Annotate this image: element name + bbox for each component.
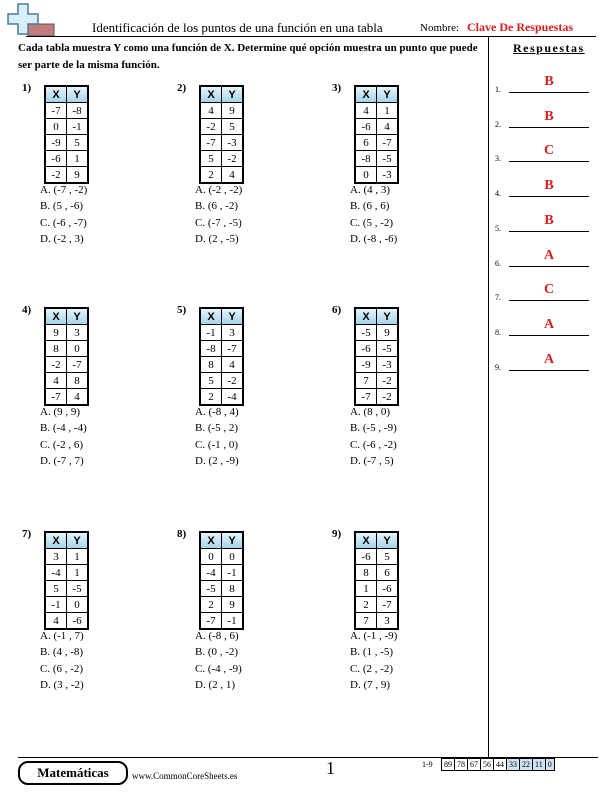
y-cell: -3 — [222, 135, 244, 151]
y-cell: 0 — [67, 597, 89, 613]
problem — [332, 528, 472, 703]
table-row — [355, 135, 398, 151]
answer-option: D. (-7 , 5) — [350, 454, 394, 467]
options-list — [350, 404, 397, 469]
x-cell: 6 — [355, 135, 377, 151]
answer-option: A. (-7 , -2) — [40, 184, 88, 196]
y-cell: 1 — [67, 549, 89, 565]
answer-number: 6. — [495, 258, 501, 268]
x-cell: -6 — [355, 119, 377, 135]
table-row — [200, 119, 243, 135]
answer-number: 8. — [495, 327, 501, 337]
y-cell: 8 — [222, 581, 244, 597]
answer-key-label: Clave De Respuestas — [467, 20, 573, 34]
answer-line — [509, 196, 589, 197]
problem — [177, 82, 317, 257]
table-row — [45, 389, 88, 406]
answer-value: C — [543, 282, 555, 298]
x-cell: 1 — [355, 581, 377, 597]
y-cell: 3 — [377, 613, 399, 630]
answers-title: Respuestas — [513, 41, 585, 55]
answer-option: B. (6 , -2) — [195, 200, 239, 213]
y-cell: -2 — [377, 373, 399, 389]
y-cell: 0 — [222, 549, 244, 565]
table-row — [45, 341, 88, 357]
x-cell: 4 — [200, 103, 222, 119]
answer-option: C. (-4 , -9) — [195, 662, 242, 675]
answer-item — [495, 316, 595, 341]
answer-option: B. (-4 , -4) — [40, 422, 87, 435]
y-cell: -7 — [377, 597, 399, 613]
options-list — [350, 182, 397, 247]
answer-option: D. (-8 , -6) — [350, 232, 398, 245]
x-cell: 2 — [200, 389, 222, 406]
y-cell: -7 — [377, 135, 399, 151]
y-cell: -2 — [222, 151, 244, 167]
y-cell: 8 — [67, 373, 89, 389]
answer-line — [509, 335, 589, 336]
x-cell: 8 — [45, 341, 67, 357]
table-row — [200, 565, 243, 581]
answer-item — [495, 108, 595, 133]
function-table — [199, 85, 244, 184]
y-cell: -3 — [377, 167, 399, 184]
answer-option: C. (-7 , -5) — [195, 216, 242, 229]
answer-option: B. (4 , -8) — [40, 646, 84, 659]
problem — [22, 528, 162, 703]
x-header: X — [355, 86, 377, 103]
x-cell: -2 — [45, 167, 67, 184]
problem — [177, 528, 317, 703]
table-row — [355, 597, 398, 613]
options-list — [40, 182, 87, 247]
problem-number: 3) — [332, 82, 342, 94]
x-cell: 3 — [45, 549, 67, 565]
y-cell: 1 — [67, 151, 89, 167]
y-cell: -1 — [67, 119, 89, 135]
problem-number: 6) — [332, 304, 342, 316]
answer-number: 3. — [495, 154, 501, 164]
y-cell: 4 — [222, 167, 244, 184]
x-cell: 4 — [45, 373, 67, 389]
y-cell: 1 — [377, 103, 399, 119]
y-cell: 5 — [377, 549, 399, 565]
answer-line — [509, 161, 589, 162]
y-header: Y — [222, 86, 244, 103]
score-cell: 78 — [455, 759, 468, 771]
table-row — [355, 103, 398, 119]
score-table — [441, 758, 555, 771]
table-header — [45, 532, 88, 549]
y-cell: 4 — [377, 119, 399, 135]
answer-number: 2. — [495, 119, 501, 129]
table-row — [355, 549, 398, 565]
table-header — [45, 308, 88, 325]
score-cell: 0 — [545, 759, 554, 771]
x-cell: -9 — [355, 357, 377, 373]
problem-number: 5) — [177, 304, 187, 316]
y-header: Y — [377, 308, 399, 325]
y-header: Y — [67, 532, 89, 549]
table-row — [45, 119, 88, 135]
answer-value: A — [543, 316, 555, 332]
subject-badge: Matemáticas — [18, 761, 128, 785]
problem-number: 4) — [22, 304, 32, 316]
x-cell: -2 — [45, 357, 67, 373]
y-header: Y — [377, 86, 399, 103]
table-row — [45, 151, 88, 167]
y-cell: -7 — [67, 357, 89, 373]
table-row — [45, 103, 88, 119]
x-cell: -8 — [355, 151, 377, 167]
answer-option: A. (-8 , 6) — [195, 630, 239, 642]
y-cell: 4 — [222, 357, 244, 373]
x-cell: -7 — [45, 389, 67, 406]
score-cell: 89 — [442, 759, 455, 771]
table-row — [200, 151, 243, 167]
answer-item — [495, 143, 595, 167]
answer-line — [509, 231, 589, 232]
function-table — [44, 85, 89, 184]
table-header — [355, 86, 398, 103]
options-list — [40, 628, 84, 693]
y-header: Y — [222, 532, 244, 549]
y-cell: -7 — [222, 341, 244, 357]
answer-item — [495, 74, 595, 98]
answer-value: A — [543, 247, 555, 263]
y-cell: -2 — [377, 389, 399, 406]
options-list — [40, 404, 87, 469]
problem — [22, 304, 162, 479]
x-cell: 0 — [200, 549, 222, 565]
table-row — [355, 373, 398, 389]
function-table — [199, 531, 244, 630]
x-cell: -6 — [45, 151, 67, 167]
x-cell: -7 — [200, 135, 222, 151]
x-cell: -7 — [355, 389, 377, 406]
problem — [332, 82, 472, 257]
table-row — [355, 581, 398, 597]
answer-option: A. (9 , 9) — [40, 406, 81, 418]
y-cell: -6 — [377, 581, 399, 597]
answer-number: 9. — [495, 362, 501, 372]
x-cell: -7 — [200, 613, 222, 630]
score-cell: 44 — [494, 759, 507, 771]
problem — [332, 304, 472, 479]
header-divider — [26, 36, 596, 37]
plus-logo-icon — [6, 2, 56, 38]
answer-option: D. (7 , 9) — [350, 678, 391, 691]
answer-line — [509, 300, 589, 301]
y-header: Y — [377, 532, 399, 549]
y-cell: -5 — [377, 341, 399, 357]
y-cell: 1 — [67, 565, 89, 581]
x-cell: -1 — [200, 325, 222, 341]
table-row — [45, 597, 88, 613]
problem-number: 1) — [22, 82, 32, 94]
y-cell: 6 — [377, 565, 399, 581]
score-cell: 22 — [520, 759, 533, 771]
x-cell: 0 — [355, 167, 377, 184]
function-table — [199, 307, 244, 406]
y-cell: 3 — [222, 325, 244, 341]
site-url: www.CommonCoreSheets.es — [132, 771, 238, 781]
instructions: Cada tabla muestra Y como una función de X. Determine qué opción muestra un punto que puede ser parte de la misma función. — [18, 42, 478, 71]
answer-option: D. (3 , -2) — [40, 678, 84, 691]
answer-option: C. (5 , -2) — [350, 216, 394, 229]
x-cell: -8 — [200, 341, 222, 357]
table-header — [355, 308, 398, 325]
x-header: X — [200, 532, 222, 549]
x-header: X — [200, 308, 222, 325]
x-cell: -4 — [200, 565, 222, 581]
answer-option: D. (2 , -5) — [195, 232, 239, 245]
answer-item — [495, 178, 595, 202]
y-header: Y — [67, 86, 89, 103]
x-cell: -5 — [355, 325, 377, 341]
answer-option: D. (-2 , 3) — [40, 232, 84, 245]
x-header: X — [45, 86, 67, 103]
y-cell: -3 — [377, 357, 399, 373]
y-cell: -5 — [377, 151, 399, 167]
table-header — [45, 86, 88, 103]
answer-value: C — [543, 143, 555, 159]
x-cell: 9 — [45, 325, 67, 341]
x-header: X — [355, 308, 377, 325]
score-cell: 33 — [507, 759, 520, 771]
table-row — [200, 357, 243, 373]
answer-value: B — [544, 108, 554, 124]
x-cell: -5 — [200, 581, 222, 597]
x-cell: 5 — [200, 151, 222, 167]
y-cell: 9 — [67, 167, 89, 184]
y-cell: 5 — [67, 135, 89, 151]
answer-value: A — [543, 351, 555, 367]
worksheet-title: Identificación de los puntos de una función en una tabla — [92, 20, 383, 35]
x-cell: -6 — [355, 341, 377, 357]
y-cell: -5 — [67, 581, 89, 597]
y-cell: 9 — [222, 597, 244, 613]
x-cell: 0 — [45, 119, 67, 135]
table-row — [355, 325, 398, 341]
y-cell: -4 — [222, 389, 244, 406]
x-header: X — [45, 308, 67, 325]
answer-value: B — [544, 212, 554, 228]
table-row — [355, 167, 398, 184]
answer-item — [495, 282, 595, 306]
table-row — [200, 103, 243, 119]
answer-value: B — [544, 178, 554, 194]
table-row — [355, 613, 398, 630]
y-cell: -2 — [222, 373, 244, 389]
function-table — [44, 531, 89, 630]
y-cell: -6 — [67, 613, 89, 630]
answer-option: B. (0 , -2) — [195, 646, 239, 659]
x-cell: 4 — [355, 103, 377, 119]
x-cell: 2 — [355, 597, 377, 613]
table-row — [45, 325, 88, 341]
table-row — [200, 581, 243, 597]
table-row — [200, 341, 243, 357]
x-cell: -2 — [200, 119, 222, 135]
answer-option: D. (2 , 1) — [195, 678, 236, 691]
table-header — [200, 86, 243, 103]
y-cell: -1 — [222, 613, 244, 630]
table-row — [45, 613, 88, 630]
table-row — [45, 357, 88, 373]
answer-number: 5. — [495, 223, 501, 233]
answer-option: C. (-1 , 0) — [195, 438, 239, 451]
problem-number: 7) — [22, 528, 32, 540]
y-cell: -8 — [67, 103, 89, 119]
table-row — [200, 613, 243, 630]
answer-option: B. (-5 , 2) — [195, 422, 239, 435]
table-row — [45, 565, 88, 581]
answer-number: 7. — [495, 293, 501, 303]
answer-option: C. (-2 , 6) — [40, 438, 84, 451]
table-row — [45, 373, 88, 389]
table-row — [200, 135, 243, 151]
name-label: Nombre: — [420, 22, 460, 34]
problem — [22, 82, 162, 257]
function-table — [44, 307, 89, 406]
options-list — [195, 628, 242, 693]
answers-divider — [488, 36, 489, 758]
answer-item — [495, 351, 595, 376]
answer-number: 4. — [495, 189, 501, 199]
answer-option: C. (6 , -2) — [40, 662, 84, 675]
table-row — [45, 581, 88, 597]
table-row — [200, 549, 243, 565]
x-header: X — [45, 532, 67, 549]
table-row — [200, 389, 243, 406]
answer-line — [509, 370, 589, 371]
table-header — [200, 308, 243, 325]
table-row — [200, 167, 243, 184]
answer-line — [509, 127, 589, 128]
options-list — [350, 628, 397, 693]
answer-option: D. (2 , -9) — [195, 454, 239, 467]
table-row — [45, 135, 88, 151]
table-row — [355, 151, 398, 167]
score-cell: 67 — [468, 759, 481, 771]
answer-option: A. (-1 , 7) — [40, 630, 84, 642]
y-header: Y — [67, 308, 89, 325]
x-cell: -4 — [45, 565, 67, 581]
answer-option: B. (1 , -5) — [350, 646, 394, 659]
x-cell: 7 — [355, 373, 377, 389]
x-cell: 5 — [200, 373, 222, 389]
page-number: 1 — [326, 758, 335, 778]
function-table — [354, 531, 399, 630]
score-range: 1-9 — [422, 760, 433, 769]
x-cell: 8 — [200, 357, 222, 373]
problem-number: 8) — [177, 528, 187, 540]
y-cell: 5 — [222, 119, 244, 135]
y-cell: 0 — [67, 341, 89, 357]
answer-option: A. (-8 , 4) — [195, 406, 239, 418]
table-row — [355, 357, 398, 373]
options-list — [195, 404, 239, 469]
answer-option: B. (5 , -6) — [40, 200, 84, 213]
table-row — [355, 565, 398, 581]
table-row — [45, 167, 88, 184]
y-cell: 3 — [67, 325, 89, 341]
table-header — [355, 532, 398, 549]
table-row — [355, 389, 398, 406]
x-cell: -9 — [45, 135, 67, 151]
table-row — [45, 549, 88, 565]
y-cell: 9 — [377, 325, 399, 341]
x-cell: 2 — [200, 167, 222, 184]
answer-number: 1. — [495, 85, 501, 94]
table-row — [200, 597, 243, 613]
table-row — [355, 119, 398, 135]
options-list — [195, 182, 242, 247]
x-cell: -1 — [45, 597, 67, 613]
answer-option: C. (2 , -2) — [350, 662, 394, 675]
table-row — [200, 373, 243, 389]
x-header: X — [355, 532, 377, 549]
answer-option: C. (-6 , -2) — [350, 438, 397, 451]
y-cell: 9 — [222, 103, 244, 119]
answer-option: D. (-7 , 7) — [40, 454, 84, 467]
x-cell: 8 — [355, 565, 377, 581]
answer-option: A. (8 , 0) — [350, 406, 391, 418]
answer-line — [509, 266, 589, 267]
answer-option: A. (-2 , -2) — [195, 184, 243, 196]
x-cell: 5 — [45, 581, 67, 597]
answer-item — [495, 212, 595, 237]
answer-line — [509, 92, 589, 93]
y-cell: 4 — [67, 389, 89, 406]
answer-value: B — [544, 74, 554, 89]
problem — [177, 304, 317, 479]
y-header: Y — [222, 308, 244, 325]
x-cell: -7 — [45, 103, 67, 119]
answer-option: B. (-5 , -9) — [350, 422, 397, 435]
table-row — [200, 325, 243, 341]
answer-option: A. (-1 , -9) — [350, 630, 398, 642]
function-table — [354, 85, 399, 184]
x-cell: 4 — [45, 613, 67, 630]
x-cell: -6 — [355, 549, 377, 565]
x-cell: 7 — [355, 613, 377, 630]
x-header: X — [200, 86, 222, 103]
problem-number: 9) — [332, 528, 342, 540]
function-table — [354, 307, 399, 406]
answer-option: B. (6 , 6) — [350, 200, 390, 213]
answer-item — [495, 247, 595, 272]
score-cell: 11 — [533, 759, 546, 771]
answer-option: C. (-6 , -7) — [40, 216, 87, 229]
table-row — [355, 341, 398, 357]
score-cell: 56 — [481, 759, 494, 771]
y-cell: -1 — [222, 565, 244, 581]
answer-option: A. (4 , 3) — [350, 184, 391, 196]
x-cell: 2 — [200, 597, 222, 613]
problem-number: 2) — [177, 82, 187, 94]
table-header — [200, 532, 243, 549]
